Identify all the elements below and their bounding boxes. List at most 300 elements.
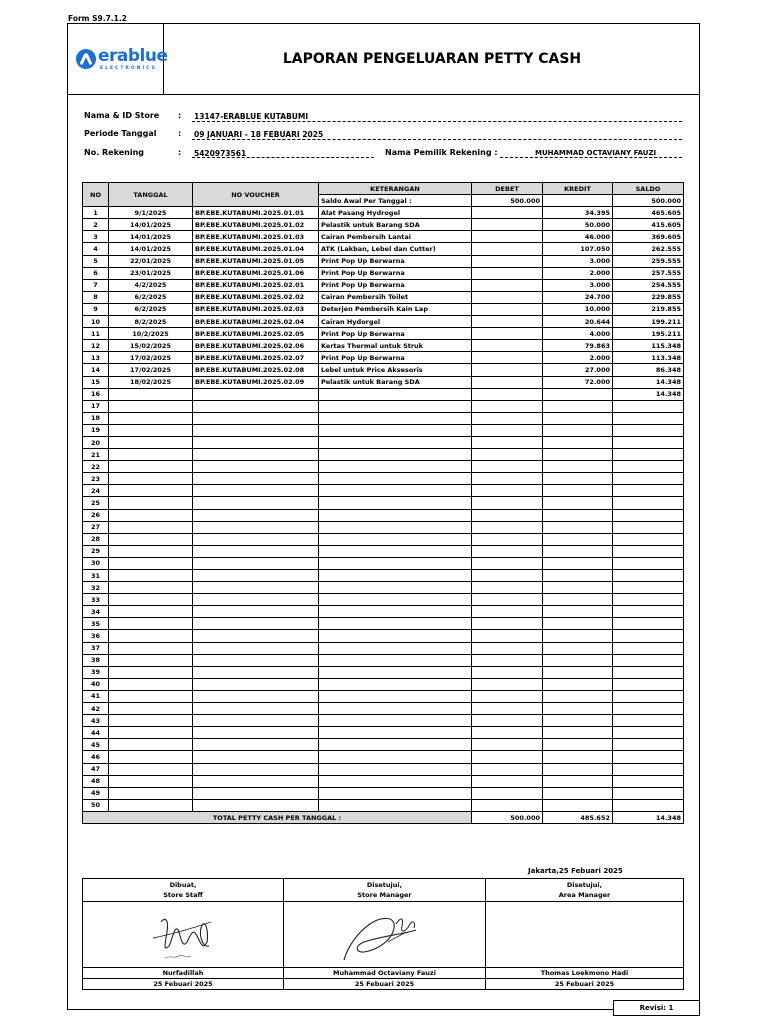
row-kredit: 2.000 xyxy=(543,352,613,364)
row-saldo xyxy=(613,557,684,569)
signature-area xyxy=(486,902,684,968)
row-debet xyxy=(472,521,543,533)
row-saldo xyxy=(613,703,684,715)
row-voucher: BP.EBE.KUTABUMI.2025.01.06 xyxy=(193,267,319,279)
table-row xyxy=(83,618,684,630)
row-tanggal xyxy=(109,606,193,618)
row-debet xyxy=(472,207,543,219)
row-keterangan xyxy=(319,739,472,751)
row-keterangan xyxy=(319,775,472,787)
row-no: 11 xyxy=(83,328,109,340)
table-row xyxy=(83,775,684,787)
row-kredit xyxy=(543,473,613,485)
row-no: 8 xyxy=(83,291,109,303)
row-voucher: BP.EBE.KUTABUMI.2025.02.03 xyxy=(193,303,319,315)
logo-name: erablue xyxy=(98,46,168,66)
table-row xyxy=(83,533,684,545)
row-tanggal: 8/2/2025 xyxy=(109,316,193,328)
row-kredit xyxy=(543,775,613,787)
row-voucher xyxy=(193,799,319,811)
row-keterangan: Print Pop Up Berwarna xyxy=(319,267,472,279)
row-keterangan xyxy=(319,533,472,545)
row-keterangan: Cairan Hydorgel xyxy=(319,316,472,328)
row-tanggal xyxy=(109,703,193,715)
row-debet xyxy=(472,582,543,594)
table-row xyxy=(83,594,684,606)
header-no: NO xyxy=(83,183,109,207)
row-voucher xyxy=(193,787,319,799)
table-row xyxy=(83,412,684,424)
row-voucher xyxy=(193,654,319,666)
row-keterangan xyxy=(319,509,472,521)
row-no: 46 xyxy=(83,751,109,763)
row-saldo xyxy=(613,461,684,473)
row-saldo: 257.555 xyxy=(613,267,684,279)
row-debet xyxy=(472,473,543,485)
header-debet: DEBET xyxy=(472,183,543,195)
row-keterangan xyxy=(319,388,472,400)
row-tanggal: 17/02/2025 xyxy=(109,364,193,376)
row-tanggal xyxy=(109,582,193,594)
table-row xyxy=(83,364,684,376)
header-tanggal: TANGGAL xyxy=(109,183,193,207)
row-no: 25 xyxy=(83,497,109,509)
row-no: 15 xyxy=(83,376,109,388)
row-saldo: 259.555 xyxy=(613,255,684,267)
row-debet xyxy=(472,255,543,267)
row-no: 23 xyxy=(83,473,109,485)
row-kredit: 27.000 xyxy=(543,364,613,376)
place-date: Jakarta,25 Febuari 2025 xyxy=(528,867,623,875)
row-kredit xyxy=(543,570,613,582)
row-voucher xyxy=(193,630,319,642)
store-colon: : xyxy=(178,111,182,120)
table-row xyxy=(83,654,684,666)
row-debet xyxy=(472,775,543,787)
row-kredit xyxy=(543,424,613,436)
row-kredit xyxy=(543,715,613,727)
erablue-logo-icon xyxy=(76,49,96,69)
row-debet xyxy=(472,485,543,497)
row-kredit xyxy=(543,751,613,763)
row-voucher xyxy=(193,461,319,473)
row-keterangan xyxy=(319,606,472,618)
row-voucher xyxy=(193,582,319,594)
row-kredit xyxy=(543,461,613,473)
row-keterangan xyxy=(319,666,472,678)
row-no: 28 xyxy=(83,533,109,545)
header xyxy=(67,23,700,95)
row-keterangan: Lebel untuk Price Aksesoris xyxy=(319,364,472,376)
header-keterangan: KETERANGAN xyxy=(319,183,472,195)
table-row xyxy=(83,545,684,557)
sign-date-area: 25 Febuari 2025 xyxy=(486,979,684,990)
total-debet: 500.000 xyxy=(472,811,543,824)
row-no: 26 xyxy=(83,509,109,521)
row-keterangan xyxy=(319,449,472,461)
row-voucher: BP.EBE.KUTABUMI.2025.02.08 xyxy=(193,364,319,376)
row-debet xyxy=(472,739,543,751)
row-no: 31 xyxy=(83,570,109,582)
row-saldo: 229.855 xyxy=(613,291,684,303)
row-voucher: BP.EBE.KUTABUMI.2025.02.01 xyxy=(193,279,319,291)
row-keterangan xyxy=(319,557,472,569)
row-keterangan xyxy=(319,461,472,473)
owner-label: Nama Pemilik Rekening : xyxy=(385,148,498,157)
sign-date-staff: 25 Febuari 2025 xyxy=(83,979,284,990)
row-debet xyxy=(472,328,543,340)
form-code: Form S9.7.1.2 xyxy=(68,14,127,23)
row-debet xyxy=(472,388,543,400)
signature-header-staff: Dibuat, Store Staff xyxy=(83,879,284,902)
account-value: 5420973561 xyxy=(194,149,247,158)
table-row xyxy=(83,727,684,739)
row-tanggal xyxy=(109,473,193,485)
row-no: 17 xyxy=(83,400,109,412)
row-tanggal: 9/1/2025 xyxy=(109,207,193,219)
row-debet xyxy=(472,594,543,606)
row-keterangan xyxy=(319,763,472,775)
table-row xyxy=(83,219,684,231)
row-debet xyxy=(472,630,543,642)
petty-cash-table xyxy=(82,182,684,824)
table-row xyxy=(83,449,684,461)
row-saldo: 369.605 xyxy=(613,231,684,243)
row-debet xyxy=(472,715,543,727)
row-kredit xyxy=(543,618,613,630)
row-no: 39 xyxy=(83,666,109,678)
row-keterangan xyxy=(319,545,472,557)
row-saldo xyxy=(613,497,684,509)
row-debet xyxy=(472,340,543,352)
row-kredit: 34.395 xyxy=(543,207,613,219)
row-kredit xyxy=(543,400,613,412)
account-label: No. Rekening xyxy=(84,148,144,157)
row-no: 10 xyxy=(83,316,109,328)
row-voucher xyxy=(193,388,319,400)
row-saldo: 219.855 xyxy=(613,303,684,315)
total-kredit: 485.652 xyxy=(543,811,613,824)
row-no: 38 xyxy=(83,654,109,666)
table-row xyxy=(83,376,684,388)
row-voucher xyxy=(193,727,319,739)
row-saldo xyxy=(613,533,684,545)
row-debet xyxy=(472,763,543,775)
table-row xyxy=(83,473,684,485)
period-label: Periode Tanggal xyxy=(84,129,157,138)
row-debet xyxy=(472,436,543,448)
period-underline xyxy=(192,139,682,140)
row-debet xyxy=(472,570,543,582)
row-voucher xyxy=(193,739,319,751)
row-tanggal: 15/02/2025 xyxy=(109,340,193,352)
row-keterangan xyxy=(319,424,472,436)
table-row xyxy=(83,570,684,582)
row-no: 34 xyxy=(83,606,109,618)
header-voucher: NO VOUCHER xyxy=(193,183,319,207)
row-keterangan xyxy=(319,642,472,654)
row-no: 42 xyxy=(83,703,109,715)
row-no: 33 xyxy=(83,594,109,606)
table-row xyxy=(83,400,684,412)
row-keterangan xyxy=(319,690,472,702)
row-debet xyxy=(472,654,543,666)
row-debet xyxy=(472,703,543,715)
row-saldo xyxy=(613,521,684,533)
row-kredit xyxy=(543,521,613,533)
row-kredit xyxy=(543,533,613,545)
row-saldo xyxy=(613,449,684,461)
row-no: 50 xyxy=(83,799,109,811)
row-voucher xyxy=(193,400,319,412)
row-no: 43 xyxy=(83,715,109,727)
row-voucher xyxy=(193,533,319,545)
row-saldo: 86.348 xyxy=(613,364,684,376)
row-tanggal xyxy=(109,412,193,424)
row-saldo: 465.605 xyxy=(613,207,684,219)
row-no: 47 xyxy=(83,763,109,775)
opening-kredit xyxy=(543,195,613,207)
account-underline xyxy=(192,157,374,158)
row-kredit xyxy=(543,630,613,642)
row-kredit: 50.000 xyxy=(543,219,613,231)
store-label: Nama & ID Store xyxy=(84,111,160,120)
row-keterangan xyxy=(319,436,472,448)
row-tanggal xyxy=(109,570,193,582)
row-debet xyxy=(472,799,543,811)
table-row xyxy=(83,436,684,448)
row-kredit xyxy=(543,654,613,666)
row-voucher: BP.EBE.KUTABUMI.2025.02.04 xyxy=(193,316,319,328)
row-voucher xyxy=(193,473,319,485)
table-row xyxy=(83,642,684,654)
table-row xyxy=(83,690,684,702)
row-kredit xyxy=(543,703,613,715)
table-row xyxy=(83,557,684,569)
row-voucher xyxy=(193,678,319,690)
row-no: 40 xyxy=(83,678,109,690)
row-keterangan xyxy=(319,412,472,424)
row-saldo xyxy=(613,739,684,751)
table-row xyxy=(83,666,684,678)
row-kredit xyxy=(543,485,613,497)
owner-value: MUHAMMAD OCTAVIANY FAUZI xyxy=(535,149,657,157)
row-debet xyxy=(472,303,543,315)
row-tanggal xyxy=(109,739,193,751)
row-no: 35 xyxy=(83,618,109,630)
row-keterangan: Cairan Pembersih Lantai xyxy=(319,231,472,243)
table-row xyxy=(83,715,684,727)
table-row xyxy=(83,340,684,352)
row-voucher xyxy=(193,703,319,715)
row-voucher xyxy=(193,545,319,557)
row-debet xyxy=(472,243,543,255)
row-voucher: BP.EBE.KUTABUMI.2025.01.05 xyxy=(193,255,319,267)
row-voucher: BP.EBE.KUTABUMI.2025.02.02 xyxy=(193,291,319,303)
row-voucher xyxy=(193,521,319,533)
row-kredit xyxy=(543,666,613,678)
row-voucher: BP.EBE.KUTABUMI.2025.02.07 xyxy=(193,352,319,364)
row-debet xyxy=(472,364,543,376)
table-row xyxy=(83,279,684,291)
table-row xyxy=(83,751,684,763)
table-row xyxy=(83,424,684,436)
table-row xyxy=(83,352,684,364)
row-kredit xyxy=(543,763,613,775)
row-saldo: 115.348 xyxy=(613,340,684,352)
table-row xyxy=(83,799,684,811)
row-no: 41 xyxy=(83,690,109,702)
row-voucher xyxy=(193,570,319,582)
signature-table xyxy=(82,878,684,990)
row-saldo xyxy=(613,412,684,424)
row-tanggal xyxy=(109,690,193,702)
row-kredit xyxy=(543,509,613,521)
row-voucher xyxy=(193,436,319,448)
row-saldo: 14.348 xyxy=(613,376,684,388)
row-no: 36 xyxy=(83,630,109,642)
row-tanggal xyxy=(109,763,193,775)
table-row xyxy=(83,739,684,751)
row-saldo xyxy=(613,751,684,763)
row-tanggal: 6/2/2025 xyxy=(109,303,193,315)
row-kredit xyxy=(543,799,613,811)
owner-underline xyxy=(500,157,682,158)
row-voucher xyxy=(193,606,319,618)
row-tanggal xyxy=(109,727,193,739)
row-tanggal xyxy=(109,557,193,569)
row-tanggal: 10/2/2025 xyxy=(109,328,193,340)
row-no: 49 xyxy=(83,787,109,799)
row-no: 24 xyxy=(83,485,109,497)
opening-debet: 500.000 xyxy=(472,195,543,207)
row-tanggal xyxy=(109,424,193,436)
signer-name-area: Thomas Loekmono Hadi xyxy=(486,968,684,979)
row-keterangan: Print Pop Up Berwarna xyxy=(319,352,472,364)
row-debet xyxy=(472,291,543,303)
row-kredit: 46.000 xyxy=(543,231,613,243)
row-kredit xyxy=(543,727,613,739)
row-debet xyxy=(472,231,543,243)
row-tanggal xyxy=(109,485,193,497)
row-debet xyxy=(472,509,543,521)
row-saldo xyxy=(613,570,684,582)
signature-header-area: Disetujui, Area Manager xyxy=(486,879,684,902)
row-saldo xyxy=(613,630,684,642)
row-debet xyxy=(472,690,543,702)
row-keterangan: Print Pop Up Berwarna xyxy=(319,279,472,291)
row-voucher xyxy=(193,642,319,654)
row-voucher: BP.EBE.KUTABUMI.2025.02.09 xyxy=(193,376,319,388)
row-voucher: BP.EBE.KUTABUMI.2025.01.01 xyxy=(193,207,319,219)
row-no: 6 xyxy=(83,267,109,279)
row-saldo xyxy=(613,545,684,557)
row-tanggal xyxy=(109,388,193,400)
row-keterangan: Print Pop Up Berwarna xyxy=(319,255,472,267)
page-title: LAPORAN PENGELUARAN PETTY CASH xyxy=(282,51,582,67)
row-debet xyxy=(472,449,543,461)
row-kredit: 10.000 xyxy=(543,303,613,315)
table-row xyxy=(83,328,684,340)
row-kredit xyxy=(543,678,613,690)
row-saldo xyxy=(613,690,684,702)
row-keterangan: Deterjen Pembersih Kain Lap xyxy=(319,303,472,315)
row-tanggal xyxy=(109,666,193,678)
row-no: 45 xyxy=(83,739,109,751)
row-debet xyxy=(472,751,543,763)
row-tanggal xyxy=(109,521,193,533)
row-kredit: 3.000 xyxy=(543,279,613,291)
row-kredit xyxy=(543,545,613,557)
row-saldo: 195.211 xyxy=(613,328,684,340)
row-kredit: 3.000 xyxy=(543,255,613,267)
row-tanggal xyxy=(109,400,193,412)
revision-label: Revisi: 1 xyxy=(613,1000,700,1016)
row-keterangan xyxy=(319,787,472,799)
row-keterangan xyxy=(319,630,472,642)
row-tanggal: 4/2/2025 xyxy=(109,279,193,291)
opening-saldo: 500.000 xyxy=(613,195,684,207)
signature-staff-icon xyxy=(83,902,284,965)
row-voucher xyxy=(193,509,319,521)
table-row xyxy=(83,267,684,279)
row-kredit: 79.863 xyxy=(543,340,613,352)
row-voucher: BP.EBE.KUTABUMI.2025.01.02 xyxy=(193,219,319,231)
row-kredit: 20.644 xyxy=(543,316,613,328)
row-kredit: 4.000 xyxy=(543,328,613,340)
store-underline xyxy=(192,121,682,122)
row-keterangan: Kertas Thermal untuk Struk xyxy=(319,340,472,352)
row-debet xyxy=(472,424,543,436)
row-voucher: BP.EBE.KUTABUMI.2025.01.03 xyxy=(193,231,319,243)
row-kredit xyxy=(543,594,613,606)
row-debet xyxy=(472,376,543,388)
row-kredit xyxy=(543,690,613,702)
row-debet xyxy=(472,787,543,799)
row-no: 27 xyxy=(83,521,109,533)
row-tanggal: 14/01/2025 xyxy=(109,243,193,255)
row-keterangan xyxy=(319,654,472,666)
logo xyxy=(67,23,168,95)
row-voucher xyxy=(193,412,319,424)
row-saldo xyxy=(613,424,684,436)
row-debet xyxy=(472,545,543,557)
row-debet xyxy=(472,618,543,630)
row-no: 9 xyxy=(83,303,109,315)
row-keterangan xyxy=(319,618,472,630)
row-kredit xyxy=(543,739,613,751)
row-voucher xyxy=(193,618,319,630)
row-keterangan: Pelastik untuk Barang SDA xyxy=(319,376,472,388)
signer-name-staff: Nurfadillah xyxy=(83,968,284,979)
row-no: 13 xyxy=(83,352,109,364)
row-tanggal xyxy=(109,545,193,557)
row-kredit xyxy=(543,497,613,509)
row-no: 5 xyxy=(83,255,109,267)
row-debet xyxy=(472,352,543,364)
row-saldo xyxy=(613,787,684,799)
row-tanggal: 17/02/2025 xyxy=(109,352,193,364)
row-tanggal xyxy=(109,751,193,763)
row-saldo xyxy=(613,678,684,690)
table-row xyxy=(83,630,684,642)
row-debet xyxy=(472,678,543,690)
row-kredit xyxy=(543,388,613,400)
row-saldo xyxy=(613,485,684,497)
row-kredit: 24.700 xyxy=(543,291,613,303)
row-saldo: 14.348 xyxy=(613,388,684,400)
row-debet xyxy=(472,727,543,739)
